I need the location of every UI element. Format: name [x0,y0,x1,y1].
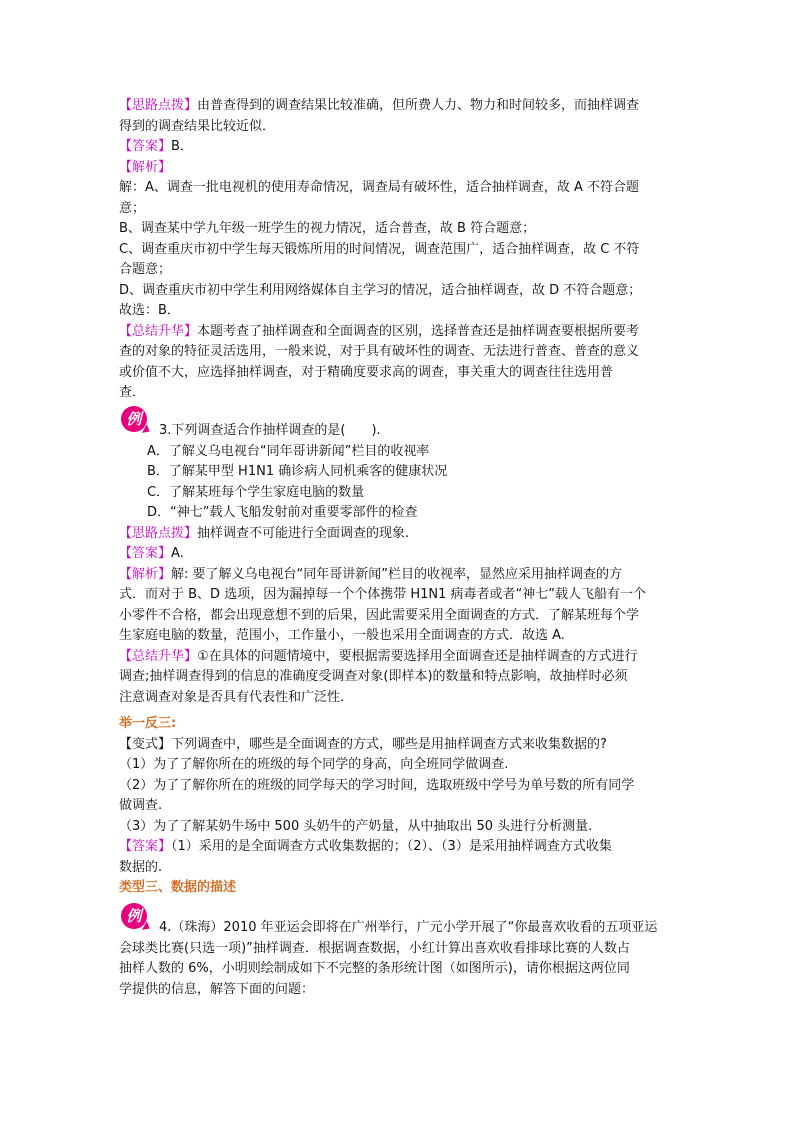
analysis-line: D、调查重庆市初中学生利用网络媒体自主学习的情况，适合抽样调查，故 D 不符合题意； [119,282,642,298]
option-d: D．“神七”载人飞船发射前对重要零部件的检查 [147,505,418,520]
hint-text: 抽样调查不可能进行全面调查的现象. [197,525,410,541]
hint-line-1 [119,96,679,117]
answer-line: 数据的. [119,859,163,875]
hint-line-2: 得到的调查结果比较近似． [119,118,276,134]
analysis-line: 式．而对于 B、D 选项，因为漏掉每一个个体携带 H1N1 病毒者或者“神七”载人飞船有一个 [119,587,646,602]
document-page [119,96,679,1000]
practice-item: （1）为了了解你所在的班级的每个同学的身高，向全班同学做调查. [119,757,509,772]
variant-tag: 【变式】 [119,736,172,752]
section-heading: 类型三、数据的描述 [119,880,237,895]
hint-tag: 【思路点拨】 [119,98,198,113]
analysis-tag: 【解析】 [119,566,172,582]
summary-line: 查的对象的特征灵活选用，一般来说，对于具有破坏性的调查、无法进行普查、普查的意义 [119,344,640,359]
answer-text: A. [171,546,184,561]
analysis-line: 解：A、调查一批电视机的使用寿命情况，调查局有破坏性，适合抽样调查，故 A 不符合题 [119,180,640,195]
summary-line: 或价值不大，应选择抽样调查，对于精确度要求高的调查，事关重大的调查往往选用普 [119,364,614,380]
question-line: 抽样人数的 6%，小明则绘制成如下不完整的条形统计图（如图所示)，请你根据这两位同 [119,961,630,976]
option-b: B．了解某甲型 H1N1 确诊病人同机乘客的健康状况 [147,464,448,479]
analysis-text: 解: 要了解义乌电视台“同年哥讲新闻”栏目的收视率，显然应采用抽样调查的方 [171,566,622,582]
analysis-tag: 【解析】 [119,159,172,175]
hint-line [119,524,679,545]
analysis-line: 小零件不合格，都会出现意想不到的后果，因此需要采用全面调查的方式．了解某班每个学 [119,607,640,623]
summary-line: 注意调查对象是否具有代表性和广泛性． [119,689,354,705]
summary-line [119,322,679,343]
example-3-header [119,404,679,442]
analysis-line: 故选：B． [119,303,180,318]
answer-line [119,137,679,158]
practice-item: 做调查. [119,798,163,813]
practice-item: （3）为了了解某奶牛场中 500 头奶牛的产奶量，从中抽取出 50 头进行分析测量. [119,818,593,834]
answer-line [119,837,679,858]
practice-heading: 举一反三: [119,716,177,731]
answer-tag: 【答案】 [119,546,172,561]
answer-text: B． [171,139,193,154]
example-badge-icon: 例 [121,406,147,432]
summary-text: 本题考查了抽样调查和全面调查的区别，选择普查还是抽样调查要根据所要考 [197,323,640,339]
variant-line [119,735,679,756]
summary-line [119,647,679,668]
analysis-line [119,565,679,586]
question-line: 学提供的信息，解答下面的问题： [119,981,315,997]
practice-item: （2）为了了解你所在的班级的同学每天的学习时间，选取班级中学号为单号数的所有同学 [119,777,635,793]
hint-text: 由普查得到的调查结果比较准确，但所费人力、物力和时间较多，而抽样调查 [197,98,640,113]
summary-tag: 【总结升华】 [119,323,198,339]
example-badge-icon: 例 [121,903,147,929]
example-4-header [119,899,679,939]
summary-text: ①在具体的问题情境中，要根据需要选择用全面调查还是抽样调查的方式进行 [197,648,638,664]
analysis-line: 意； [119,200,146,216]
summary-tag: 【总结升华】 [119,648,198,664]
analysis-line: 合题意； [119,262,172,277]
analysis-line: C、调查重庆市初中学生每天锻炼所用的时间情况，调查范围广，适合抽样调查，故 C 不符 [119,241,640,257]
hint-tag: 【思路点拨】 [119,525,198,541]
analysis-line: B、调查某中学九年级一班学生的视力情况，适合普查，故 B 符合题意； [119,221,536,236]
answer-text: （1）采用的是全面调查方式收集数据的；（2）、（3）是采用抽样调查方式收集 [171,839,612,854]
answer-tag: 【答案】 [119,139,172,154]
summary-line: 调查;抽样调查得到的信息的准确度受调查对象(即样本)的数量和特点影响，故抽样时必须 [119,669,628,684]
option-c: C．了解某班每个学生家庭电脑的数量 [147,484,365,500]
question-line: 会球类比赛(只选一项)”抽样调查．根据调查数据，小红计算出喜欢收看排球比赛的人数占 [119,940,630,956]
question-text: 3.下列调查适合作抽样调查的是( ). [159,422,381,438]
analysis-line: 生家庭电脑的数量，范围小，工作量小，一般也采用全面调查的方式．故选 A. [119,628,565,643]
option-a: A．了解义乌电视台“同年哥讲新闻”栏目的收视率 [147,443,430,459]
answer-tag: 【答案】 [119,839,172,854]
summary-line: 查． [119,385,146,400]
variant-text: 下列调查中，哪些是全面调查的方式，哪些是用抽样调查方式来收集数据的? [171,736,607,752]
answer-line [119,544,679,565]
question-line: 4.（珠海）2010 年亚运会即将在广州举行，广元小学开展了“你最喜欢收看的五项亚运 [159,919,658,935]
